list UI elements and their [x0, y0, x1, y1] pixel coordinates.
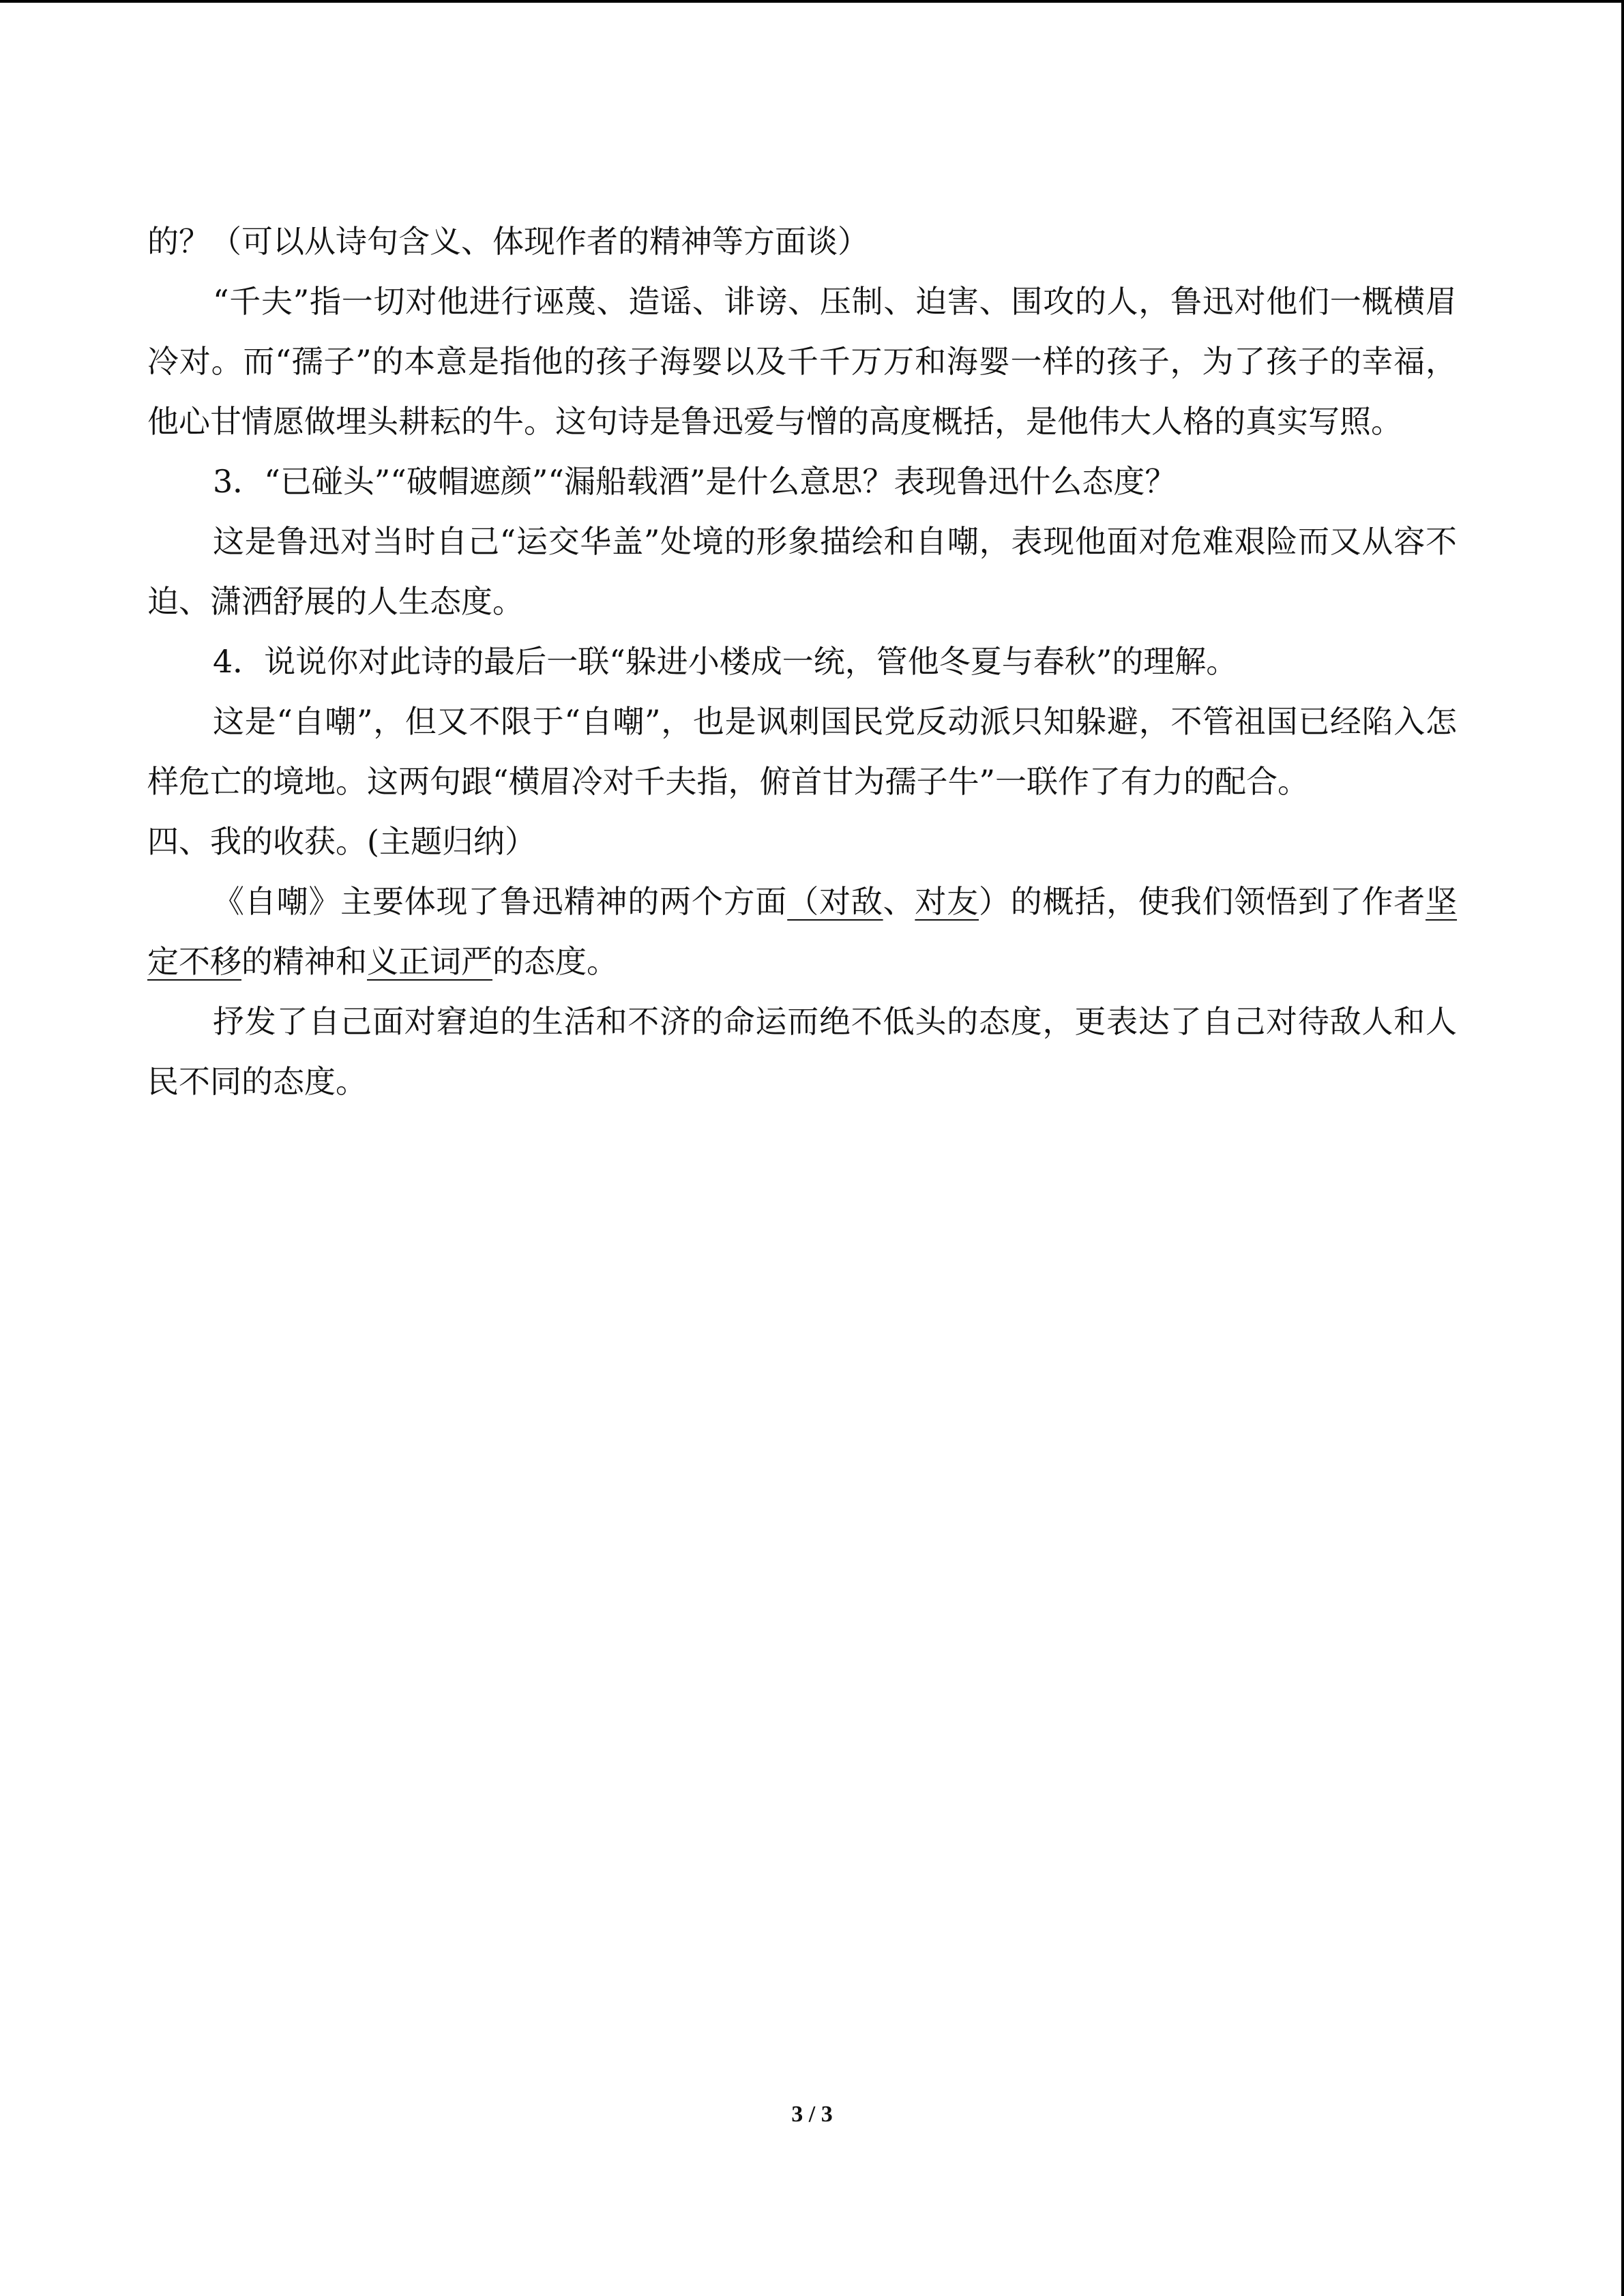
summary-text-4: 的精神和: [241, 943, 367, 980]
underlined-answer-righteous: 义正词严: [367, 943, 492, 980]
page-number: 3 / 3: [791, 2102, 833, 2127]
question-3: 3．“已碰头”“破帽遮颜”“漏船载酒”是什么意思？表现鲁迅什么态度？: [213, 463, 1177, 500]
underlined-answer-friend: 对友: [915, 883, 979, 920]
answer-paragraph-1: “千夫”指一切对他进行诬蔑、造谣、诽谤、压制、迫害、围攻的人，鲁迅对他们一概横眉冷对。而“孺子”的本意是指他的孩子海婴以及千千万万和海婴一样的孩子，为了孩子的幸福，他心甘情愿做埋头耕耘的牛。这句诗是鲁迅爱与憎的高度概括，是他伟大人格的真实写照。: [147, 283, 1457, 440]
top-border-line: [0, 0, 1624, 3]
question-4: 4．说说你对此诗的最后一联“躲进小楼成一统，管他冬夏与春秋”的理解。: [213, 643, 1238, 680]
underlined-answer-steadfast: 坚定不移: [147, 883, 1458, 980]
summary-paragraph: [147, 871, 1457, 992]
right-border-line: [1621, 0, 1624, 2296]
continuation-question-line: 的？（可以从诗句含义、体现作者的精神等方面谈）: [147, 223, 869, 260]
underlined-answer-enemy: （对敌: [787, 883, 883, 920]
summary-text-2: 、: [883, 883, 915, 920]
summary-text-5: 的态度。: [492, 943, 618, 980]
summary-text-3: ）的概括，使我们领悟到了作者: [978, 883, 1426, 920]
answer-paragraph-4: 这是“自嘲”，但又不限于“自嘲”，也是讽刺国民党反动派只知躲避，不管祖国已经陷入怎样危亡的境地。这两句跟“横眉冷对千夫指，俯首甘为孺子牛”一联作了有力的配合。: [147, 703, 1457, 800]
expression-paragraph: 抒发了自己面对窘迫的生活和不济的命运而绝不低头的态度，更表达了自己对待敌人和人民不同的态度。: [147, 1003, 1457, 1100]
summary-text-1: 《自嘲》主要体现了鲁迅精神的两个方面: [213, 883, 788, 920]
document-body: [147, 211, 1457, 1112]
answer-paragraph-3: 这是鲁迅对当时自己“运交华盖”处境的形象描绘和自嘲，表现他面对危难艰险而又从容不迫、潇洒舒展的人生态度。: [147, 523, 1457, 620]
section-heading-harvest: 四、我的收获。(主题归纳）: [147, 823, 536, 860]
